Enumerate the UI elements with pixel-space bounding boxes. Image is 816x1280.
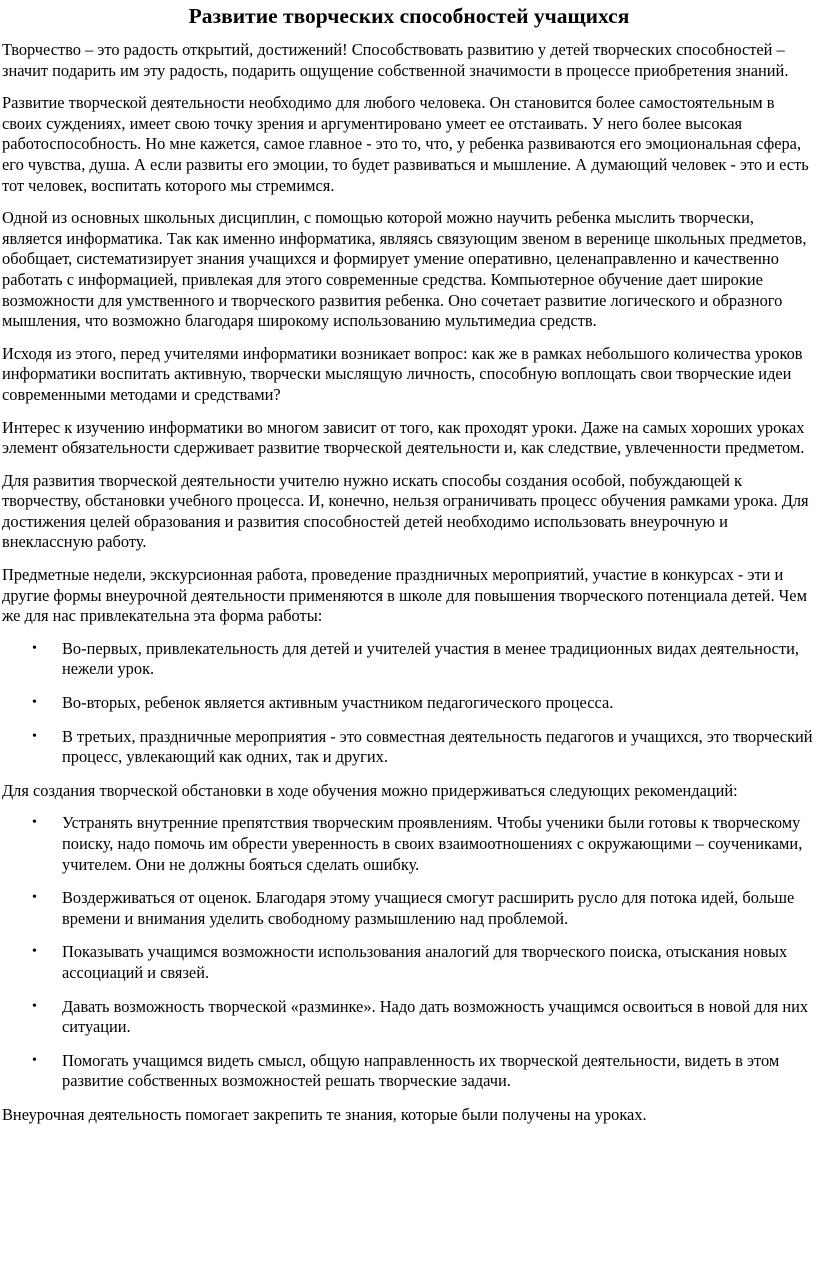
bullet-icon: • [32, 890, 37, 906]
paragraph-7: Предметные недели, экскурсионная работа, проведение праздничных мероприятий, участие в конкурсах - эти и другие формы внеурочной деятельности применяются в школе для повышения творческого потенциала детей. Чем же для нас привлекательна эта форма работы: [2, 565, 807, 626]
bullet-icon: • [32, 695, 37, 711]
bullet-icon: • [32, 944, 37, 960]
paragraph-6: Для развития творческой деятельности учителю нужно искать способы создания особой, побуждающей к творчеству, обстановки учебного процесса. И, конечно, нельзя ограничивать процесс обучения рамками урока. Для достижения целей образования и развития способностей детей необходимо использовать внеурочную и внеклассную работу. [2, 470, 809, 552]
paragraph-1: Творчество – это радость открытий, достижений! Способствовать развитию у детей творческих способностей – значит подарить им эту радость, подарить ощущение собственной значимости в процессе приобретения знаний. [2, 40, 789, 80]
list-item [2, 639, 816, 680]
list-item-text: Во-первых, привлекательность для детей и учителей участия в менее традиционных видах деятельности, нежели урок. [62, 638, 799, 679]
list-item-text: Давать возможность творческой «разминке». Надо дать возможность учащимся освоиться в новой для них ситуации. [62, 996, 809, 1037]
list-item [2, 727, 816, 768]
bullet-icon: • [32, 640, 37, 656]
paragraph-4: Исходя из этого, перед учителями информатики возникает вопрос: как же в рамках небольшого количества уроков информатики воспитать активную, творчески мыслящую личность, способную воплощать свои творческие идеи современными методами и средствами? [2, 343, 803, 404]
paragraph-final: Внеурочная деятельность помогает закрепить те знания, которые были получены на уроках. [2, 1104, 647, 1124]
list-item-text: В третьих, праздничные мероприятия - это совместная деятельность педагогов и учащихся, это творческий процесс, увлекающий как одних, так и других. [62, 726, 813, 767]
bullet-icon: • [32, 815, 37, 831]
bullet-list-1 [2, 639, 816, 768]
bullet-icon: • [32, 998, 37, 1014]
paragraph-5: Интерес к изучению информатики во многом зависит от того, как проходят уроки. Даже на самых хороших уроках элемент обязательности сдерживает развитие творческой деятельности и, как следствие, увлеченности предметом. [2, 417, 805, 458]
bullet-list-2 [2, 813, 816, 1092]
list-item [2, 693, 816, 714]
list-item [2, 1051, 816, 1092]
list-item-text: Воздерживаться от оценок. Благодаря этому учащиеся смогут расширить русло для потока идей, больше времени и внимания уделить свободному размышлению над проблемой. [62, 888, 795, 928]
paragraph-8: Для создания творческой обстановки в ходе обучения можно придерживаться следующих рекомендаций: [2, 780, 738, 800]
bullet-icon: • [32, 1052, 37, 1068]
paragraph-2: Развитие творческой деятельности необходимо для любого человека. Он становится более самостоятельным в своих суждениях, имеет свою точку зрения и аргументировано умеет ее отстаивать. У него более высокая работоспособность. Но мне кажется, самое главное - это то, что, у ребенка развиваются его эмоциональная сфера, его чувства, душа. А если развиты его эмоции, то будет развиваться и мышление. А думающий человек - это и есть тот человек, воспитать которого мы стремимся. [2, 93, 809, 195]
list-item-text: Устранять внутренние препятствия творческим проявлениям. Чтобы ученики были готовы к творческому поиску, надо помочь им обрести уверенность в своих взаимоотношениях с окружающими – соучениками, учителем. Они не должны бояться сделать ошибку. [62, 813, 803, 874]
paragraph-3: Одной из основных школьных дисциплин, с помощью которой можно научить ребенка мыслить творчески, является информатика. Так как именно информатика, являясь связующим звеном в веренице школьных предметов, обобщает, систематизирует знания учащихся и формирует умение оперативно, целенаправленно и качественно работать с информацией, привлекая для этого современные средства. Компьютерное обучение дает широкие возможности для умственного и творческого развития ребенка. Оно сочетает развитие логического и образного мышления, что возможно благодаря широкому использованию мультимедиа средств. [2, 208, 807, 331]
list-item [2, 942, 816, 983]
list-item-text: Показывать учащимся возможности использования аналогий для творческого поиска, отыскания новых ассоциаций и связей. [62, 942, 788, 982]
list-item-text: Во-вторых, ребенок является активным участником педагогического процесса. [62, 693, 614, 713]
list-item [2, 997, 816, 1038]
list-item-text: Помогать учащимся видеть смысл, общую направленность их творческой деятельности, видеть в этом развитие собственных возможностей решать творческие задачи. [62, 1050, 780, 1091]
bullet-icon: • [32, 728, 37, 744]
document-title: Развитие творческих способностей учащихся [188, 4, 630, 28]
list-item [2, 888, 816, 929]
list-item [2, 813, 816, 875]
